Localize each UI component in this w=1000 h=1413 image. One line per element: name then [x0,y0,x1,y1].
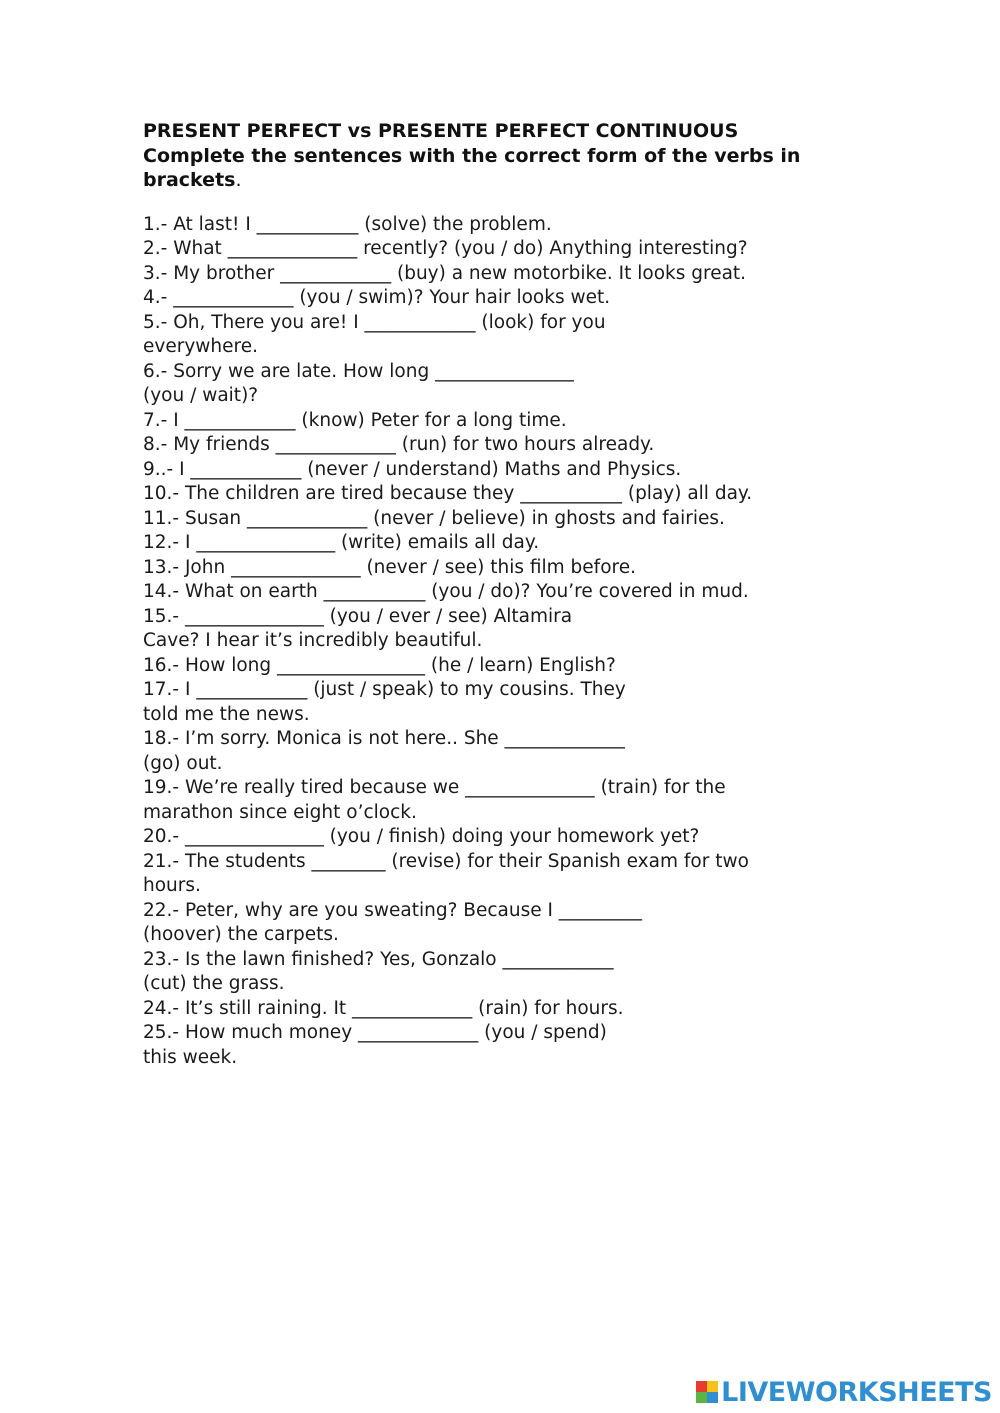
exercise-line: 17.- I ____________ (just / speak) to my cousins. They [143,679,626,700]
exercise-line: (go) out. [143,752,223,774]
exercise-line: 1.- At last! I ___________ (solve) the problem. [143,213,552,235]
worksheet-title: PRESENT PERFECT vs PRESENTE PERFECT CONTINUOUS [143,120,739,142]
exercise-line: 8.- My friends _____________ (run) for two hours already. [143,434,655,455]
exercise-line: 14.- What on earth ___________ (you / do)? You’re covered in mud. [143,581,749,602]
exercise-line: 15.- _______________ (you / ever / see) Altamira [143,605,573,627]
exercise-line: 24.- It’s still raining. It _____________ (rain) for hours. [143,997,624,1019]
exercise-line: 5.- Oh, There you are! I ____________ (look) for you [143,311,606,333]
exercise-line: 16.- How long ________________ (he / learn) English? [143,654,616,676]
exercise-line: 4.- _____________ (you / swim)? Your hair looks wet. [143,287,611,308]
exercise-line: 9..- I ____________ (never / understand) Maths and Physics. [143,458,682,480]
exercise-line: 13.- John ______________ (never / see) this film before. [143,556,636,578]
exercise-line: 20.- _______________ (you / finish) doing your homework yet? [143,826,700,847]
logo-square-yellow [707,1381,718,1392]
exercise-line: 21.- The students ________ (revise) for their Spanish exam for two [143,850,749,872]
exercise-line: 23.- Is the lawn finished? Yes, Gonzalo ____________ [143,948,614,970]
exercise-line: 3.- My brother ____________ (buy) a new motorbike. It looks great. [143,262,747,284]
exercise-line: 12.- I _______________ (write) emails all day. [143,532,540,553]
exercise-line: (you / wait)? [143,385,259,406]
exercise-line: 7.- I ____________ (know) Peter for a long time. [143,409,567,431]
exercise-line: (hoover) the carpets. [143,924,339,945]
exercise-line: 6.- Sorry we are late. How long _______________ [143,360,574,382]
exercise-list [143,213,863,1071]
exercise-line: marathon since eight o’clock. [143,801,417,823]
logo-square-red [696,1381,707,1392]
liveworksheets-logo-icon [696,1381,718,1403]
exercise-line: Cave? I hear it’s incredibly beautiful. [143,630,483,651]
exercise-line: 2.- What ______________ recently? (you / do) Anything interesting? [143,238,748,259]
exercise-line: 25.- How much money _____________ (you / spend) [143,1022,607,1043]
exercise-line: everywhere. [143,336,258,357]
exercise-line: this week. [143,1046,238,1068]
exercise-line: 18.- I’m sorry. Monica is not here.. She _____________ [143,728,625,749]
logo-square-blue [707,1392,718,1403]
exercise-line: told me the news. [143,703,310,725]
logo-square-green [696,1392,707,1403]
exercise-line: (cut) the grass. [143,973,285,994]
logo-text: LIVEWORKSHEETS [721,1376,992,1408]
instruction-text: Complete the sentences with the correct form of the verbs in brackets [143,144,801,191]
exercise-line: 22.- Peter, why are you sweating? Because I _________ [143,899,643,921]
exercise-line: hours. [143,875,201,896]
worksheet [143,119,863,1070]
instruction-period: . [235,169,242,191]
worksheet-instruction [143,144,863,193]
liveworksheets-logo [696,1376,992,1408]
exercise-line: 10.- The children are tired because they ___________ (play) all day. [143,483,753,504]
exercise-line: 19.- We’re really tired because we ______________ (train) for the [143,777,726,798]
exercise-line: 11.- Susan _____________ (never / believe) in ghosts and fairies. [143,507,725,529]
